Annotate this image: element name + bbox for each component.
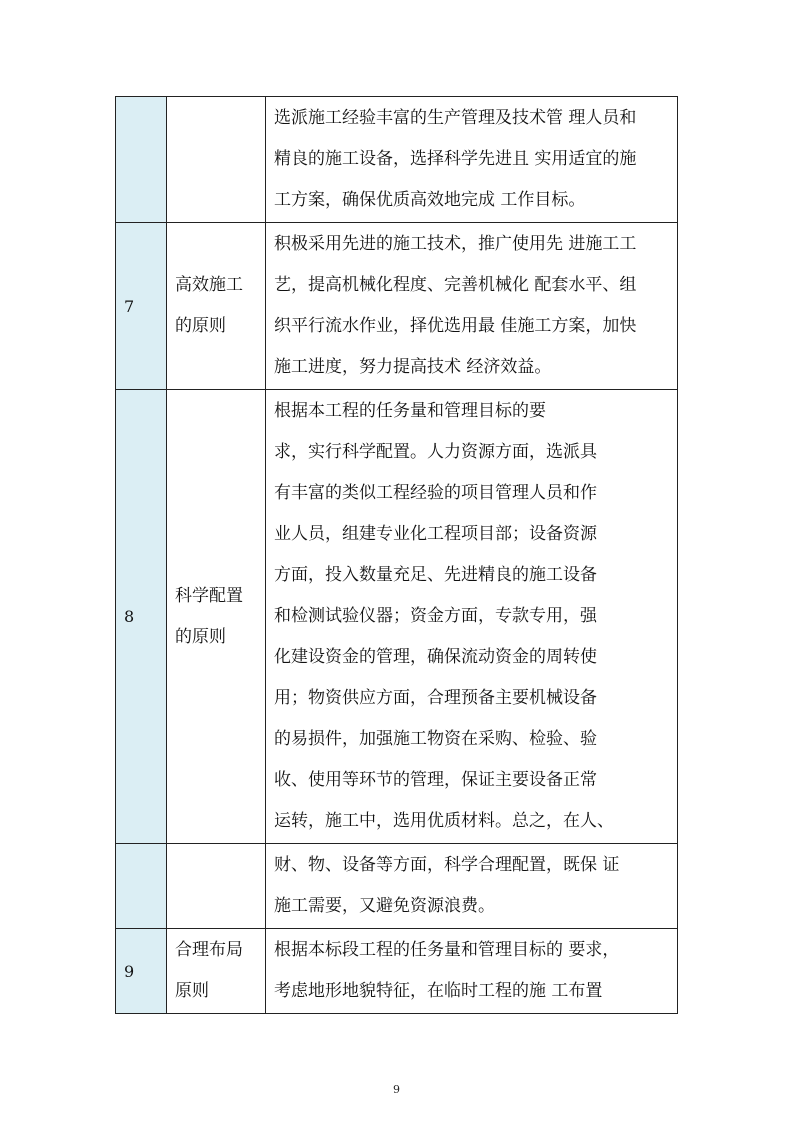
row-number-cell: [116, 844, 167, 929]
description-line: 艺，提高机械化程度、完善机械化 配套水平、组: [274, 275, 637, 295]
table-row: [116, 390, 678, 844]
description-line: 和检测试验仪器；资金方面，专款专用，强: [274, 606, 597, 626]
row-number-cell: 7: [116, 223, 167, 390]
principle-description-cell: [266, 390, 678, 844]
description-line: 用；物资供应方面，合理预备主要机械设备: [274, 688, 597, 708]
description-line: 织平行流水作业，择优选用最 佳施工方案，加快: [274, 316, 637, 336]
description-line: 方面，投入数量充足、先进精良的施工设备: [274, 565, 597, 585]
table-row: [116, 929, 678, 1014]
principle-name-cell: [167, 97, 266, 223]
description-line: 有丰富的类似工程经验的项目管理人员和作: [274, 483, 597, 503]
description-line: 收、使用等环节的管理，保证主要设备正常: [274, 770, 597, 790]
description-line: 的易损件，加强施工物资在采购、检验、验: [274, 729, 597, 749]
description-line: 化建设资金的管理，确保流动资金的周转使: [274, 647, 597, 667]
description-line: 精良的施工设备，选择科学先进且 实用适宜的施: [274, 149, 637, 169]
page-number: 9: [393, 1083, 400, 1096]
description-line: 选派施工经验丰富的生产管理及技术管 理人员和: [274, 108, 637, 128]
principle-name-line: 的原则: [175, 316, 226, 336]
table-row: [116, 223, 678, 390]
principle-name-cell: [167, 223, 266, 390]
description-line: 业人员，组建专业化工程项目部；设备资源: [274, 524, 597, 544]
description-line: 考虑地形地貌特征，在临时工程的施 工布置: [274, 981, 603, 1001]
principle-description-cell: [266, 844, 678, 929]
principle-name-cell: [167, 844, 266, 929]
table-row: [116, 97, 678, 223]
description-line: 施工进度，努力提高技术 经济效益。: [274, 357, 552, 377]
principle-description-cell: [266, 97, 678, 223]
description-line: 积极采用先进的施工技术，推广使用先 进施工工: [274, 234, 637, 254]
table-row: [116, 844, 678, 929]
description-line: 根据本标段工程的任务量和管理目标的 要求，: [274, 940, 620, 960]
principle-name-line: 高效施工: [175, 275, 243, 295]
row-number-cell: 9: [116, 929, 167, 1014]
description-line: 施工需要，又避免资源浪费。: [274, 896, 495, 916]
principle-description-cell: [266, 223, 678, 390]
description-line: 财、物、设备等方面，科学合理配置，既保 证: [274, 855, 620, 875]
principle-name-cell: [167, 390, 266, 844]
row-number-cell: 8: [116, 390, 167, 844]
principle-name-line: 科学配置: [175, 585, 243, 606]
description-line: 根据本工程的任务量和管理目标的要: [274, 401, 546, 421]
description-line: 工方案，确保优质高效地完成 工作目标。: [274, 190, 586, 210]
principle-description-cell: [266, 929, 678, 1014]
principle-name-line: 的原则: [175, 626, 226, 647]
row-number-cell: [116, 97, 167, 223]
principle-name-line: 合理布局: [175, 940, 243, 960]
description-line: 求，实行科学配置。人力资源方面，选派具: [274, 442, 597, 462]
principle-name-line: 原则: [175, 981, 209, 1001]
principles-table: [115, 96, 678, 1014]
principle-name-cell: [167, 929, 266, 1014]
description-line: 运转，施工中，选用优质材料。总之，在人、: [274, 811, 614, 831]
